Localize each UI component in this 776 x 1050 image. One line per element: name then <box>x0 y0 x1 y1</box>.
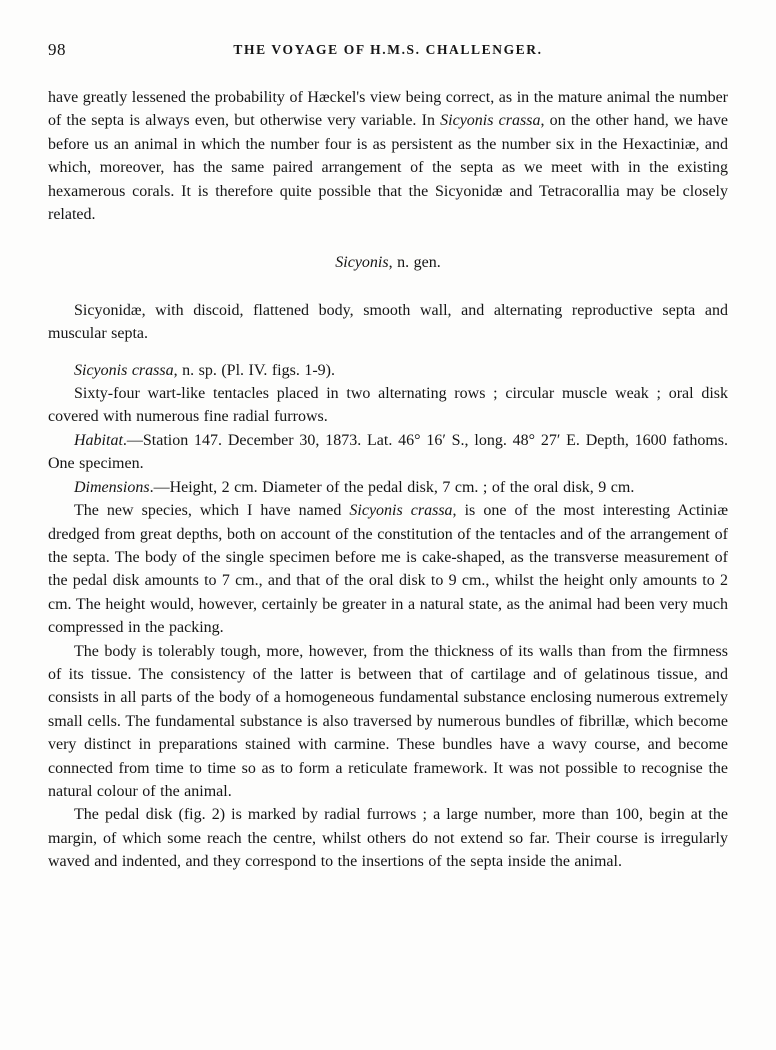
text-run: .—Height, 2 cm. Diameter of the pedal disk, 7 cm. ; of the oral disk, 9 cm. <box>149 478 635 496</box>
text-run: The pedal disk (fig. 2) is marked by radial furrows ; a large number, more than 100, begin at the margin, of which some reach the centre, whilst others do not extend so far. Their course is irregularly waved and indented, and they correspond to the insertions of the septa inside the animal. <box>48 806 728 871</box>
text-run: , n. sp. (Pl. IV. figs. 1-9). <box>173 361 335 379</box>
page-number: 98 <box>48 40 66 59</box>
text-run: The body is tolerably tough, more, however, from the thickness of its walls than from the firmness of its tissue. The consistency of the latter is between that of cartilage and of gelatinous tissue, and consists in all parts of the body of a homogeneous fundamental substance enclosing numerous extremely small cells. The fundamental substance is also traversed by numerous bundles of fibrillæ, which become very distinct in preparations stained with carmine. These bundles have a wavy course, and become connected from time to time so as to form a reticulate framework. It was not possible to recognise the natural colour of the animal. <box>48 642 728 800</box>
running-title: THE VOYAGE OF H.M.S. CHALLENGER. <box>233 42 543 57</box>
running-head <box>48 40 728 62</box>
paragraph <box>48 499 728 639</box>
paragraph <box>48 429 728 476</box>
paragraph <box>48 86 728 226</box>
text-run: have greatly lessened the probability of Hæckel's view being correct, as in the mature animal the number of the septa is always even, but otherwise very variable. In <box>48 89 728 130</box>
italic-text-run: Sicyonis <box>335 254 389 272</box>
paragraph <box>48 382 728 429</box>
text-run: Sixty-four wart-like tentacles placed in two alternating rows ; circular muscle weak ; oral disk covered with numerous fine radial furrows. <box>48 385 728 426</box>
paragraph <box>48 476 728 499</box>
paragraph <box>48 640 728 804</box>
text-run: , n. gen. <box>388 254 441 272</box>
paragraph <box>48 359 728 382</box>
italic-text-run: Sicyonis crassa <box>349 502 453 520</box>
italic-text-run: Dimensions <box>74 478 150 496</box>
text-run: , is one of the most interesting Actiniæ dredged from great depths, both on account of the constitution of the tentacles and of the arrangement of the septa. The body of the single specimen before me is cake-shaped, as the transverse measurement of the pedal disk amounts to 7 cm., and that of the oral disk to 9 cm., whilst the height only amounts to 2 cm. The height would, however, certainly be greater in a natural state, as the animal had been very much compressed in the packing. <box>48 502 728 637</box>
text-run: The new species, which I have named <box>74 502 350 520</box>
italic-text-run: Sicyonis crassa <box>440 112 541 130</box>
section-heading <box>48 251 728 274</box>
text-run: , on the other hand, we have before us an animal in which the number four is as persistent as the number six in the Hexactiniæ, and which, moreover, has the same paired arrangement of the septa as we meet with in the existing hexamerous corals. It is therefore quite possible that the Sicyonidæ and Tetracorallia may be closely related. <box>48 112 728 224</box>
paragraph <box>48 803 728 873</box>
text-run: Sicyonidæ, with discoid, flattened body, smooth wall, and alternating reproductive septa and muscular septa. <box>48 301 728 343</box>
italic-text-run: Habitat <box>74 431 123 449</box>
text-run: .—Station 147. December 30, 1873. Lat. 46° 16′ S., long. 48° 27′ E. Depth, 1600 fathoms. One specimen. <box>48 431 728 473</box>
italic-text-run: Sicyonis crassa <box>74 361 174 379</box>
paragraph <box>48 299 728 346</box>
page-body <box>48 86 728 874</box>
